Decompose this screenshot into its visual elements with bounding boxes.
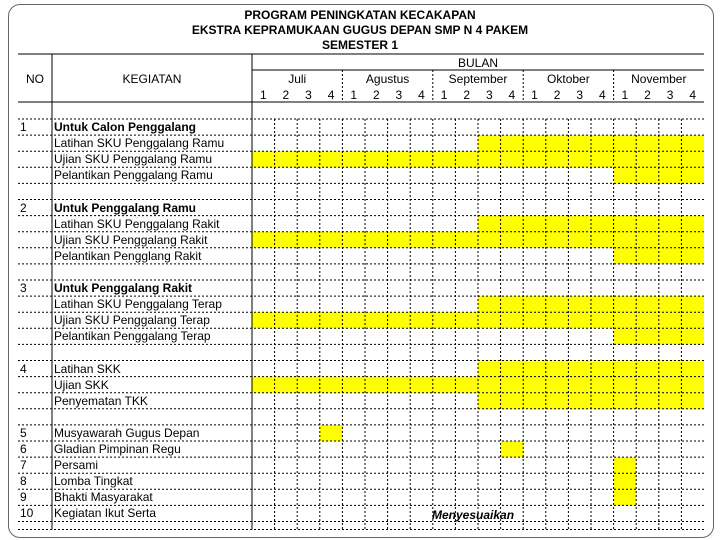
week-number: 3 [666, 88, 674, 102]
row-number: 5 [20, 425, 27, 440]
highlight-cell [501, 441, 524, 457]
week-number: 1 [259, 88, 267, 102]
row-number: 8 [20, 474, 27, 489]
activity-label: Lomba Tingkat [54, 474, 133, 489]
row-number: 7 [20, 458, 27, 473]
activity-label: Untuk Penggalang Rakit [54, 281, 193, 295]
week-number: 4 [689, 88, 697, 102]
week-number: 3 [395, 88, 403, 102]
week-number: 1 [531, 88, 538, 102]
week-number: 4 [327, 88, 335, 102]
title-line-2: EKSTRA KEPRAMUKAAN GUGUS DEPAN SMP N 4 PAKEM [191, 23, 529, 37]
month-label: Agustus [365, 72, 410, 86]
activity-label: Ujian SKU Penggalang Terap [54, 313, 210, 328]
activity-label: Kegiatan Ikut Serta [54, 506, 157, 521]
header-kegiatan: KEGIATAN [122, 72, 182, 86]
row-number: 9 [20, 490, 27, 505]
week-number: 2 [282, 88, 290, 102]
month-label: September [448, 72, 508, 86]
activity-label: Pelantikan Pengglang Rakit [54, 248, 202, 263]
activity-label: Penyematan TKK [54, 393, 148, 408]
title-line-3: SEMESTER 1 [321, 38, 399, 52]
week-number: 1 [621, 88, 629, 102]
row-number: 2 [20, 200, 27, 215]
week-number: 3 [485, 88, 493, 102]
month-label: Juli [288, 72, 307, 86]
activity-label: Ujian SKU Penggalang Ramu [54, 152, 213, 167]
activity-label: Pelantikan Penggalang Ramu [54, 168, 213, 183]
week-number: 3 [576, 88, 584, 102]
highlight-cell [614, 489, 637, 505]
highlight-cell [614, 457, 637, 473]
week-number: 1 [350, 88, 358, 102]
activity-label: Gladian Pimpinan Regu [54, 442, 181, 456]
highlight-cell [614, 473, 637, 489]
week-number: 4 [508, 88, 516, 102]
activity-label: Latihan SKU Penggalang Rakit [54, 216, 220, 231]
activity-label: Latihan SKU Penggalang Terap [54, 297, 222, 312]
week-number: 2 [553, 88, 561, 102]
highlight-cell [320, 425, 343, 441]
row-number: 6 [20, 442, 27, 456]
header-bulan: BULAN [457, 56, 498, 70]
week-number: 3 [305, 88, 312, 102]
week-number: 4 [598, 88, 606, 102]
week-number: 2 [463, 88, 471, 102]
header-no: NO [26, 72, 44, 86]
week-number: 4 [418, 88, 425, 102]
week-number: 1 [440, 88, 448, 102]
activity-label: Pelantikan Penggalang Terap [54, 329, 211, 344]
row-number: 1 [20, 120, 27, 134]
month-label: November [631, 72, 687, 86]
activity-label: Bhakti Masyarakat [54, 490, 153, 505]
activity-label: Musyawarah Gugus Depan [54, 425, 200, 440]
row-number: 4 [20, 361, 27, 376]
activity-label: Ujian SKK [54, 377, 109, 392]
activity-label: Latihan SKK [54, 361, 121, 376]
activity-label: Persami [54, 458, 99, 473]
week-number: 2 [644, 88, 651, 102]
activity-label: Untuk Penggalang Ramu [54, 200, 197, 215]
title-line-1: PROGRAM PENINGKATAN KECAKAPAN [244, 8, 476, 22]
note-menyesuaikan: Menyesuaikan [432, 508, 515, 522]
row-number: 3 [20, 281, 27, 295]
activity-label: Ujian SKU Penggalang Rakit [54, 232, 208, 247]
row-number: 10 [20, 506, 34, 521]
activity-label: Latihan SKU Penggalang Ramu [54, 136, 225, 151]
week-number: 2 [372, 88, 380, 102]
month-label: Oktober [547, 72, 590, 86]
activity-label: Untuk Calon Penggalang [54, 120, 197, 134]
